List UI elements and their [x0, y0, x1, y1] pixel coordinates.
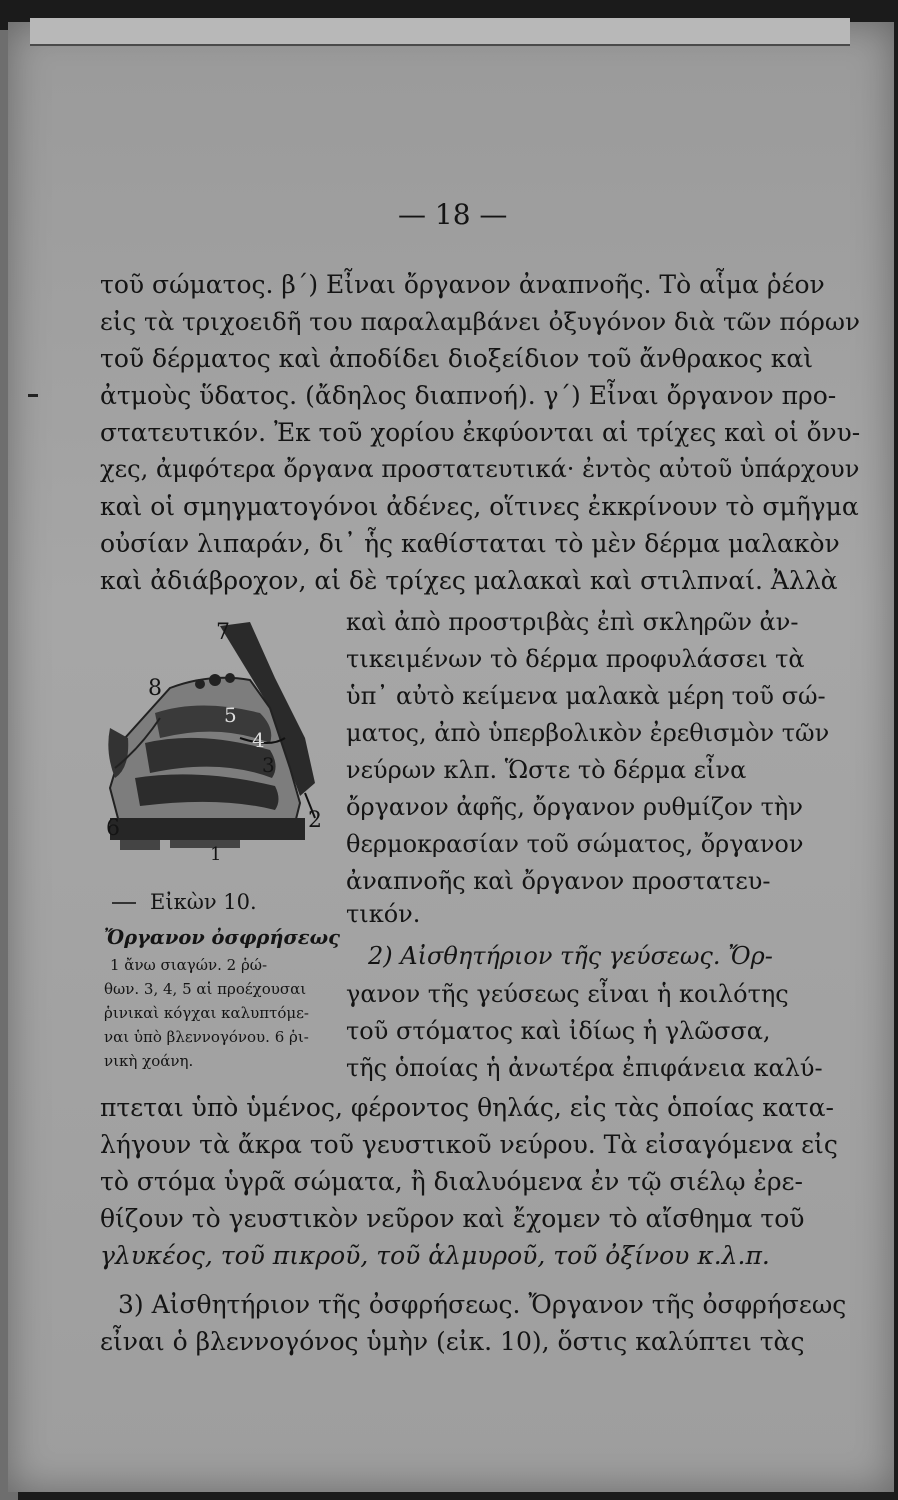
figure-label: 8: [148, 676, 162, 701]
margin-mark: [28, 394, 38, 397]
text-line: ὑπ᾿ αὐτὸ κείμενα μαλακὰ μέρη τοῦ σώ-: [346, 682, 826, 710]
figure-caption-line: ναι ὑπὸ βλεννογόνου. 6 ῥι-: [104, 1028, 309, 1046]
text-line: ὄργανον ἀφῆς, ὄργανον ρυθμίζον τὴν: [346, 793, 803, 821]
text-line: τικόν.: [346, 900, 421, 928]
text-line: τοῦ σώματος. β΄) Εἶναι ὄργανον ἀναπνοῆς. Τὸ αἷμα ῥέον: [100, 270, 825, 299]
text-line: θίζουν τὸ γευστικὸν νεῦρον καὶ ἔχομεν τὸ αἴσθημα τοῦ: [100, 1204, 805, 1233]
text-line: τικειμένων τὸ δέρμα προφυλάσσει τὰ: [346, 645, 805, 673]
section-heading-smell: 3) Αἰσθητήριον τῆς ὀσφρήσεως. Ὄργανον τῆς ὀσφρήσεως: [118, 1290, 847, 1319]
text-line: καὶ ἀδιάβροχον, αἱ δὲ τρίχες μαλακαὶ καὶ στιλπναί. Ἀλλὰ: [100, 566, 838, 595]
figure-caption-title: Εἰκὼν 10.: [150, 890, 257, 914]
figure-label: 4: [252, 728, 265, 752]
figure-label: 6: [106, 816, 120, 841]
figure-label: 1: [210, 844, 222, 865]
text-line: νεύρων κλπ. Ὥστε τὸ δέρμα εἶνα: [346, 756, 747, 784]
figure-caption-line: θων. 3, 4, 5 αἱ προέχουσαι: [104, 980, 307, 998]
figure-caption-line: νικὴ χοάνη.: [104, 1052, 194, 1070]
text-line: καὶ ἀπὸ προστριβὰς ἐπὶ σκληρῶν ἀν-: [346, 608, 799, 636]
figure-caption-heading: Ὄργανον ὀσφρήσεως: [104, 926, 340, 949]
figure-caption-line: ῥινικαὶ κόγχαι καλυπτόμε-: [104, 1004, 309, 1022]
caption-dash: [112, 902, 136, 904]
text-line: οὐσίαν λιπαράν, δι᾿ ἧς καθίσταται τὸ μὲν δέρμα μαλακὸν: [100, 529, 840, 558]
text-line: τῆς ὁποίας ἡ ἀνωτέρα ἐπιφάνεια καλύ-: [346, 1054, 823, 1082]
text-line: θερμοκρασίαν τοῦ σώματος, ὄργανον: [346, 830, 804, 858]
section-heading-taste: 2) Αἰσθητήριον τῆς γεύσεως. Ὄρ-: [368, 942, 773, 970]
text-line: γλυκέος, τοῦ πικροῦ, τοῦ ἁλμυροῦ, τοῦ ὀξίνου κ.λ.π.: [100, 1241, 770, 1270]
top-paper-strip: [30, 18, 850, 46]
text-line: εἶναι ὁ βλεννογόνος ὑμὴν (εἰκ. 10), ὅστις καλύπτει τὰς: [100, 1327, 805, 1356]
text-line: λήγουν τὰ ἄκρα τοῦ γευστικοῦ νεύρου. Τὰ εἰσαγόμενα εἰς: [100, 1130, 838, 1159]
page-number: — 18 —: [398, 198, 508, 231]
text-line: γανον τῆς γεύσεως εἶναι ἡ κοιλότης: [346, 980, 789, 1008]
text-line: ἀτμοὺς ὕδατος. (ἄδηλος διαπνοή). γ΄) Εἶναι ὄργανον προ-: [100, 381, 837, 410]
text-line: εἰς τὰ τριχοειδῆ του παραλαμβάνει ὀξυγόνον διὰ τῶν πόρων: [100, 307, 860, 336]
figure-label: 2: [308, 808, 322, 833]
figure-label: 5: [224, 703, 237, 727]
text-line: ἀναπνοῆς καὶ ὄργανον προστατευ-: [346, 867, 771, 895]
figure-label: 7: [216, 620, 230, 645]
nose-cross-section-figure: [100, 618, 350, 863]
text-line: τὸ στόμα ὑγρᾶ σώματα, ἢ διαλυόμενα ἐν τῷ σιέλῳ ἐρε-: [100, 1167, 803, 1196]
figure-label: 3: [262, 753, 275, 777]
text-line: στατευτικόν. Ἐκ τοῦ χορίου ἐκφύονται αἱ τρίχες καὶ οἱ ὄνυ-: [100, 418, 861, 447]
text-line: πτεται ὑπὸ ὑμένος, φέροντος θηλάς, εἰς τὰς ὁποίας κατα-: [100, 1093, 834, 1122]
figure-caption-line: 1 ἄνω σιαγών. 2 ῥώ-: [110, 956, 268, 974]
text-line: χες, ἀμφότερα ὄργανα προστατευτικά· ἐντὸς αὐτοῦ ὑπάρχουν: [100, 455, 860, 483]
text-line: τοῦ στόματος καὶ ἰδίως ἡ γλῶσσα,: [346, 1017, 771, 1045]
text-line: ματος, ἀπὸ ὑπερβολικὸν ἐρεθισμὸν τῶν: [346, 719, 830, 747]
text-line: τοῦ δέρματος καὶ ἀποδίδει διοξείδιον τοῦ ἄνθρακος καὶ: [100, 344, 814, 373]
text-line: καὶ οἱ σμηγματογόνοι ἀδένες, οἵτινες ἐκκρίνουν τὸ σμῆγμα: [100, 492, 859, 521]
